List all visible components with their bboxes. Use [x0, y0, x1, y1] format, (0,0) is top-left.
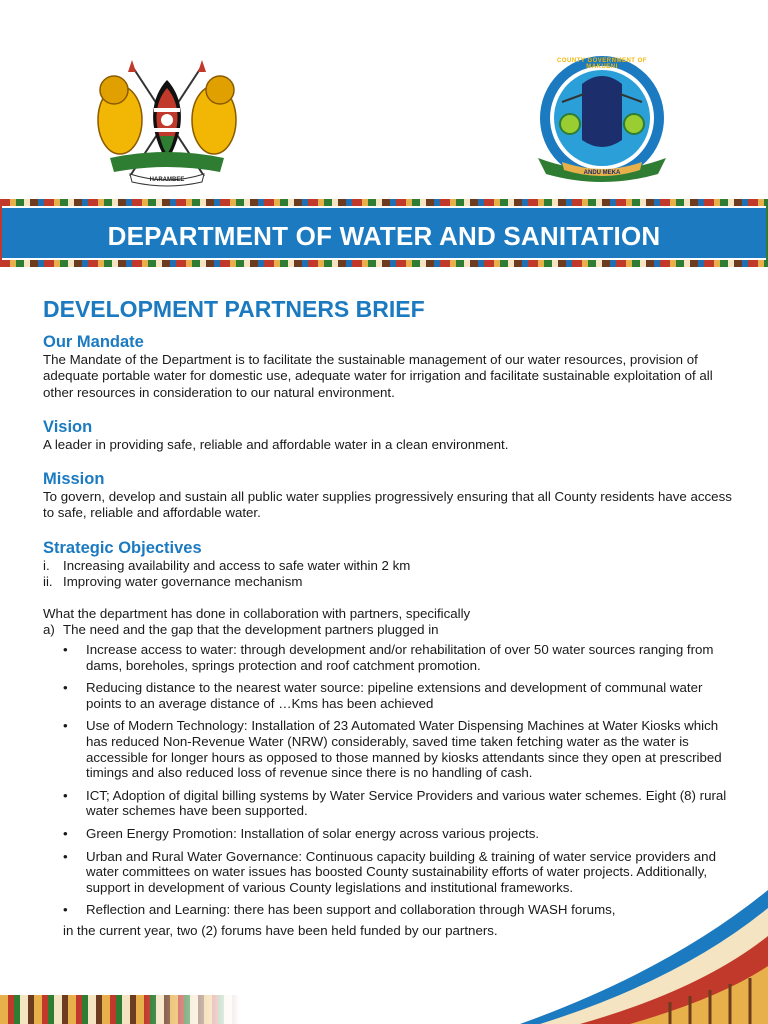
trailing-text: in the current year, two (2) forums have been held funded by our partners. — [63, 922, 498, 938]
list-item: • Increase access to water: through development and/or rehabilitation of over 50 water sources ranging from dams, boreholes, springs protection and roof catchment promotion. — [63, 642, 714, 673]
bullet-icon: • — [63, 848, 68, 864]
vision-text: A leader in providing safe, reliable and affordable water in a clean environment. — [43, 436, 509, 452]
decorative-bottom-strip — [0, 995, 240, 1024]
bullet-icon: • — [63, 680, 68, 696]
bullet-icon: • — [63, 642, 68, 658]
list-item: a) The need and the gap that the development partners plugged in — [43, 622, 439, 638]
seal-ribbon-text: ANDU MEKA — [583, 170, 621, 176]
bullet-icon: • — [63, 787, 68, 803]
list-item: • Green Energy Promotion: Installation of solar energy across various projects. — [63, 826, 540, 842]
brief-content — [43, 296, 733, 939]
collab-intro: What the department has done in collaboration with partners, specifically — [43, 605, 471, 621]
banner-title: DEPARTMENT OF WATER AND SANITATION — [107, 221, 661, 251]
bullet-icon: • — [63, 718, 68, 734]
kenya-coat-of-arms-icon — [92, 58, 242, 190]
bullet-icon: • — [63, 902, 68, 918]
list-item: • Reducing distance to the nearest water source: pipeline extensions and development of communal water points to an average distance of …Kms has been achieved — [63, 680, 703, 711]
mission-heading: Mission — [43, 470, 105, 489]
list-item: • Urban and Rural Water Governance: Continuous capacity building & training of water service providers and water committees on water issues has boosted County sustainability efforts of water projects. Additionally, support in development of various County legislations and institutional frameworks. — [63, 848, 716, 895]
list-item: i. Increasing availability and access to safe water within 2 km — [43, 557, 411, 573]
mandate-text: The Mandate of the Department is to facilitate the sustainable management of our water resources, provision of adequate portable water for domestic use, adequate water for irrigation and facilitate sustainable exploitation of all other resources in consideration to our natural environment. — [43, 352, 713, 400]
list-item: • Use of Modern Technology: Installation of 23 Automated Water Dispensing Machines at Water Kiosks which has reduced Non-Revenue Water (NRW) considerably, saved time taken fetching water as the water is accessible for longer hours as opposed to those manned by kiosks attendants since they open at prescribed timings and also reduced loss of revenue since there is no handling of cash. — [63, 718, 722, 781]
bullet-icon: • — [63, 826, 68, 842]
seal-ring-text: COUNTY GOVERNMENT OF MAKUENI — [557, 58, 647, 70]
mandate-heading: Our Mandate — [43, 333, 144, 351]
makueni-county-seal-icon — [532, 54, 672, 188]
decorative-corner-pattern-icon — [520, 880, 768, 1024]
list-item: • ICT; Adoption of digital billing systems by Water Service Providers and various water schemes. Eight (8) rural water schemes have been supported. — [63, 787, 727, 819]
objectives-heading: Strategic Objectives — [43, 538, 202, 557]
mission-text: To govern, develop and sustain all public water supplies progressively ensuring that all County residents have access to safe, reliable and affordable water. — [43, 489, 732, 521]
collab-sublist — [43, 622, 733, 638]
page-title: DEVELOPMENT PARTNERS BRIEF — [43, 296, 425, 322]
achievements-list — [43, 642, 733, 918]
vision-heading: Vision — [43, 417, 93, 436]
objectives-list — [43, 558, 733, 590]
list-item: ii. Improving water governance mechanism — [43, 573, 303, 589]
emblem-motto: HARAMBEE — [149, 177, 185, 183]
list-item: • Reflection and Learning: there has been support and collaboration through WASH forums, — [63, 902, 616, 918]
banner — [2, 206, 766, 260]
